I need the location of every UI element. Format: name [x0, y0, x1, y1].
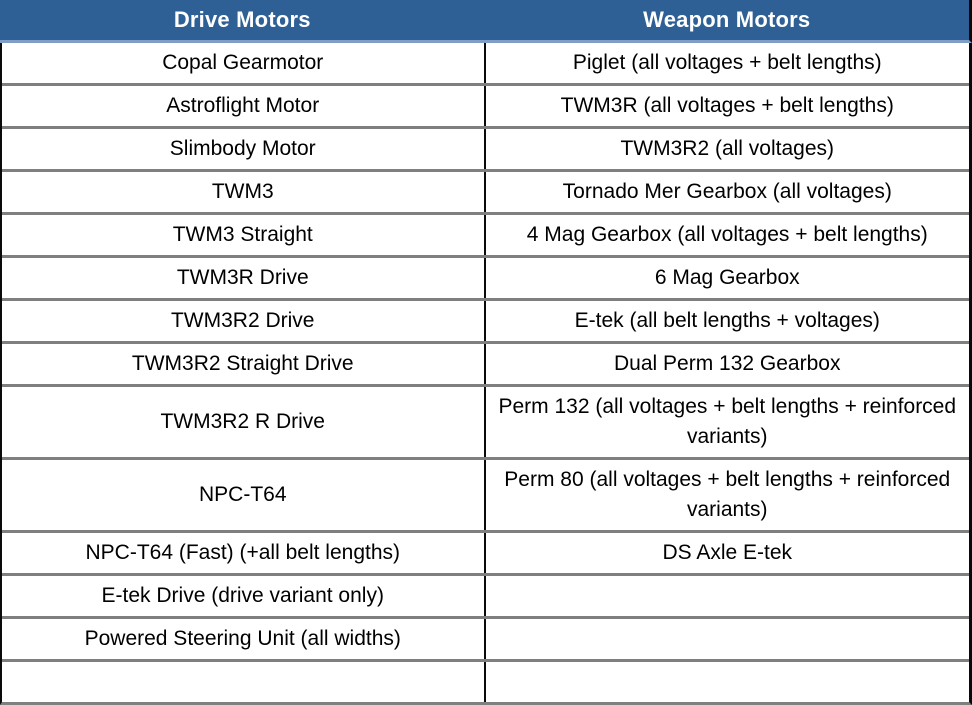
table-row [2, 212, 969, 255]
table-row [2, 573, 969, 616]
cell-drive-motor: Astroflight Motor [2, 86, 486, 126]
table-row [2, 530, 969, 573]
cell-weapon-motor: Dual Perm 132 Gearbox [614, 351, 841, 375]
table-row [2, 457, 969, 530]
table-row [2, 169, 969, 212]
cell-weapon-motor [486, 619, 970, 659]
cell-drive-motor: TWM3 Straight [2, 215, 486, 255]
cell-weapon-motor [486, 662, 970, 702]
cell-drive-motor: TWM3 [2, 172, 486, 212]
table-row [2, 616, 969, 659]
cell-weapon-motor [486, 576, 970, 616]
table-row [2, 83, 969, 126]
cell-drive-motor: Slimbody Motor [2, 129, 486, 169]
cell-drive-motor: NPC-T64 [2, 460, 486, 530]
table-body [0, 43, 972, 705]
cell-weapon-motor: DS Axle E-tek [662, 540, 793, 564]
cell-weapon-motor: 4 Mag Gearbox (all voltages + belt lengths) [526, 222, 928, 246]
cell-drive-motor: TWM3R2 Straight Drive [2, 344, 486, 384]
cell-weapon-motor: E-tek (all belt lengths + voltages) [574, 308, 880, 332]
cell-weapon-motor: Perm 80 (all voltages + belt lengths + reinforced variants) [504, 467, 951, 521]
cell-weapon-motor: Tornado Mer Gearbox (all voltages) [562, 179, 892, 203]
table-row [2, 298, 969, 341]
column-header-drive-motors: Drive Motors [173, 7, 311, 32]
cell-drive-motor: Powered Steering Unit (all widths) [2, 619, 486, 659]
cell-weapon-motor: 6 Mag Gearbox [654, 265, 800, 289]
table-row [2, 43, 969, 83]
table-header-row [0, 0, 972, 43]
table-row [2, 255, 969, 298]
cell-drive-motor: Copal Gearmotor [2, 43, 486, 83]
cell-drive-motor: TWM3R2 R Drive [2, 387, 486, 457]
cell-drive-motor: TWM3R Drive [2, 258, 486, 298]
table-row [2, 384, 969, 457]
cell-weapon-motor: TWM3R (all voltages + belt lengths) [560, 93, 894, 117]
cell-drive-motor: E-tek Drive (drive variant only) [2, 576, 486, 616]
table-row [2, 659, 969, 702]
cell-drive-motor: TWM3R2 Drive [2, 301, 486, 341]
table-row [2, 126, 969, 169]
table-row [2, 341, 969, 384]
cell-weapon-motor: TWM3R2 (all voltages) [620, 136, 835, 160]
column-header-weapon-motors: Weapon Motors [643, 7, 811, 32]
cell-drive-motor: NPC-T64 (Fast) (+all belt lengths) [2, 533, 486, 573]
cell-drive-motor [2, 662, 486, 702]
cell-weapon-motor: Piglet (all voltages + belt lengths) [572, 50, 882, 74]
cell-weapon-motor: Perm 132 (all voltages + belt lengths + reinforced variants) [498, 394, 957, 448]
